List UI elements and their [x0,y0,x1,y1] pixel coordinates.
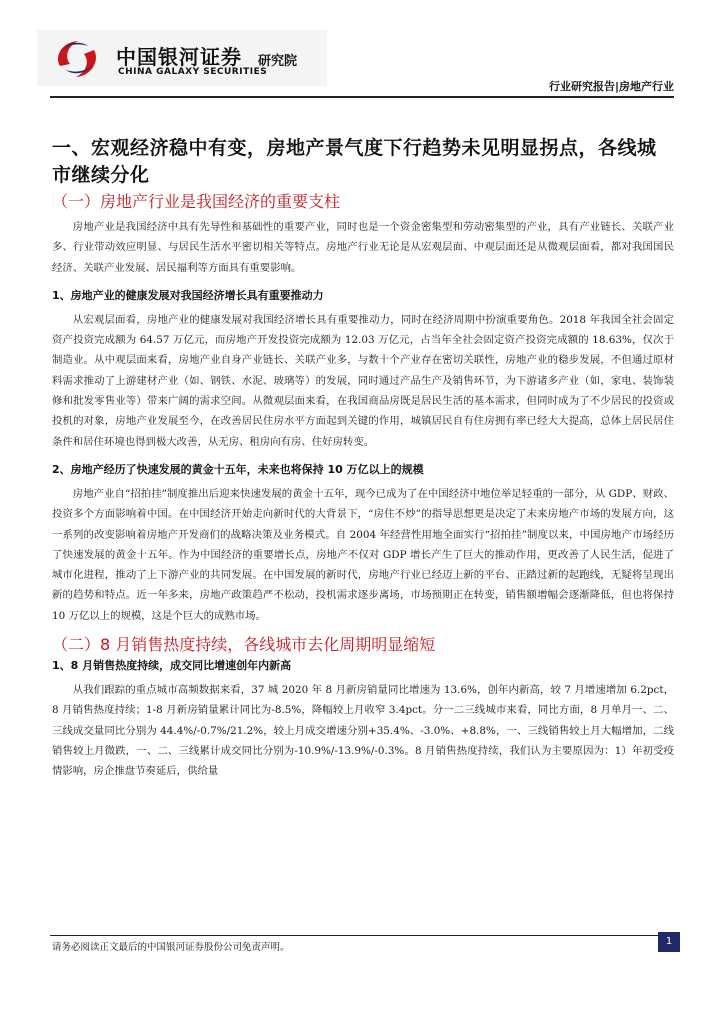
subsection-title-2: （二）8 月销售热度持续，各线城市去化周期明显缩短 [52,635,436,655]
point-paragraph-1: 从宏观层面看，房地产业的健康发展对我国经济增长具有重要推动力，同时在经济周期中扮演重要角色。2018 年我国全社会固定资产投资完成额为 64.57 万亿元，而房地产开发投资完成额为 12.03 万亿元，占当年全社会固定资产投资完成额的 18.63%，仅次于制造业。从中观层面来看，房地产业自身产业链长、关联产业多，与数十个产业存在密切关联性，房地产业的稳步发展，不但通过原材料需求推动了上游建材产业（如、钢铁、水泥、玻璃等）的发展，同时通过产品生产及销售环节，为下游诸多产业（如，家电、装饰装修和批发零售业等）带来广阔的需求空间。从微观层面来看，在我国商品房既是居民生活的基本需求，但同时成为了不少居民的投资或投机的对象，房地产业发展至今，在改善居民住房水平方面起到关键的作用，城镇居民自有住房拥有率已经大大提高，总体上居民居住条件和居住环境也得到极大改善，从无房、租房向有房、住好房转变。 [52,313,674,448]
research-institute-label: 研究院 [258,54,298,69]
point-heading-1: 1、房地产业的健康发展对我国经济增长具有重要推动力 [52,288,324,302]
page-header [0,0,724,100]
point-heading-3: 1、8 月销售热度持续，成交同比增速创年内新高 [52,659,292,673]
disclaimer-text: 请务必阅读正文最后的中国银河证券股份公司免责声明。 [52,942,290,953]
point-paragraph-2: 房地产业自“招拍挂”制度推出后迎来快速发展的黄金十五年，现今已成为了在中国经济中地位举足轻重的一部分，从 GDP、财政、投资多个方面影响着中国。在中国经济开始走向新时代的大背景下，“房住不炒”的指导思想更是决定了未来房地产市场的发展方向，这一系列的改变影响着房地产开发商们的战略决策及业务模式。自 2004 年经营性用地全面实行“招拍挂”制度以来，中国房地产市场经历了快速发展的黄金十五年。作为中国经济的重要增长点，房地产不仅对 GDP 增长产生了巨大的推动作用，更改善了人民生活，促进了城市化进程，推动了上下游产业的共同发展。在中国发展的新时代，房地产行业已经迈上新的平台、正踏过新的起跑线，无疑将呈现出新的趋势和特点。近一年多来，房地产政策趋严不松动，投机需求逐步离场，市场预期正在转变，销售额增幅会逐渐降低，但也将保持 10 万亿以上的规模，这是个巨大的成熟市场。 [52,487,674,622]
subsection-title-1: （一）房地产行业是我国经济的重要支柱 [52,192,341,211]
brand-name-cn: 中国银河证券 [116,45,242,69]
brand-name-en: CHINA GALAXY SECURITIES [118,67,268,77]
galaxy-logo-icon [52,36,102,82]
intro-paragraph: 房地产业是我国经济中具有先导性和基础性的重要产业，同时也是一个资金密集型和劳动密集型的产业，具有产业链长、关联产业多、行业带动效应明显、与居民生活水平密切相关等特点。房地产行业无论是从宏观层面、中观层面还是从微观层面看，都对我国国民经济、关联产业发展、居民福利等方面具有重要影响。 [52,221,674,274]
page-number: 1 [658,932,680,952]
point-paragraph-3: 从我们跟踪的重点城市高频数据来看，37 城 2020 年 8 月新房销量同比增速为 13.6%，创年内新高，较 7 月增速增加 6.2pct，8 月销售热度持续；1-8 月新房销量累计同比为-8.5%，降幅较上月收窄 3.4pct。分一二三线城市来看，同比方面，8 月单月一、二、三线成交量同比分别为 44.4%/-0.7%/21.2%，较上月成交增速分别+35.4%、-3.0%、+8.8%，一、三线销售较上月大幅增加，二线销售较上月微跌，一、二、三线累计成交同比分别为-10.9%/-13.9%/-0.3%。8 月销售热度持续，我们认为主要原因为：1）年初受疫情影响，房企推盘节奏延后，供给量 [52,684,674,778]
section-title: 一、宏观经济稳中有变，房地产景气度下行趋势未见明显拐点，各线城市继续分化 [52,137,657,186]
main-content [52,135,674,782]
footer-divider [50,935,674,936]
header-divider [50,96,674,98]
point-heading-2: 2、房地产经历了快速发展的黄金十五年，未来也将保持 10 万亿以上的规模 [52,462,424,476]
report-type: 行业研究报告|房地产行业 [548,80,674,93]
